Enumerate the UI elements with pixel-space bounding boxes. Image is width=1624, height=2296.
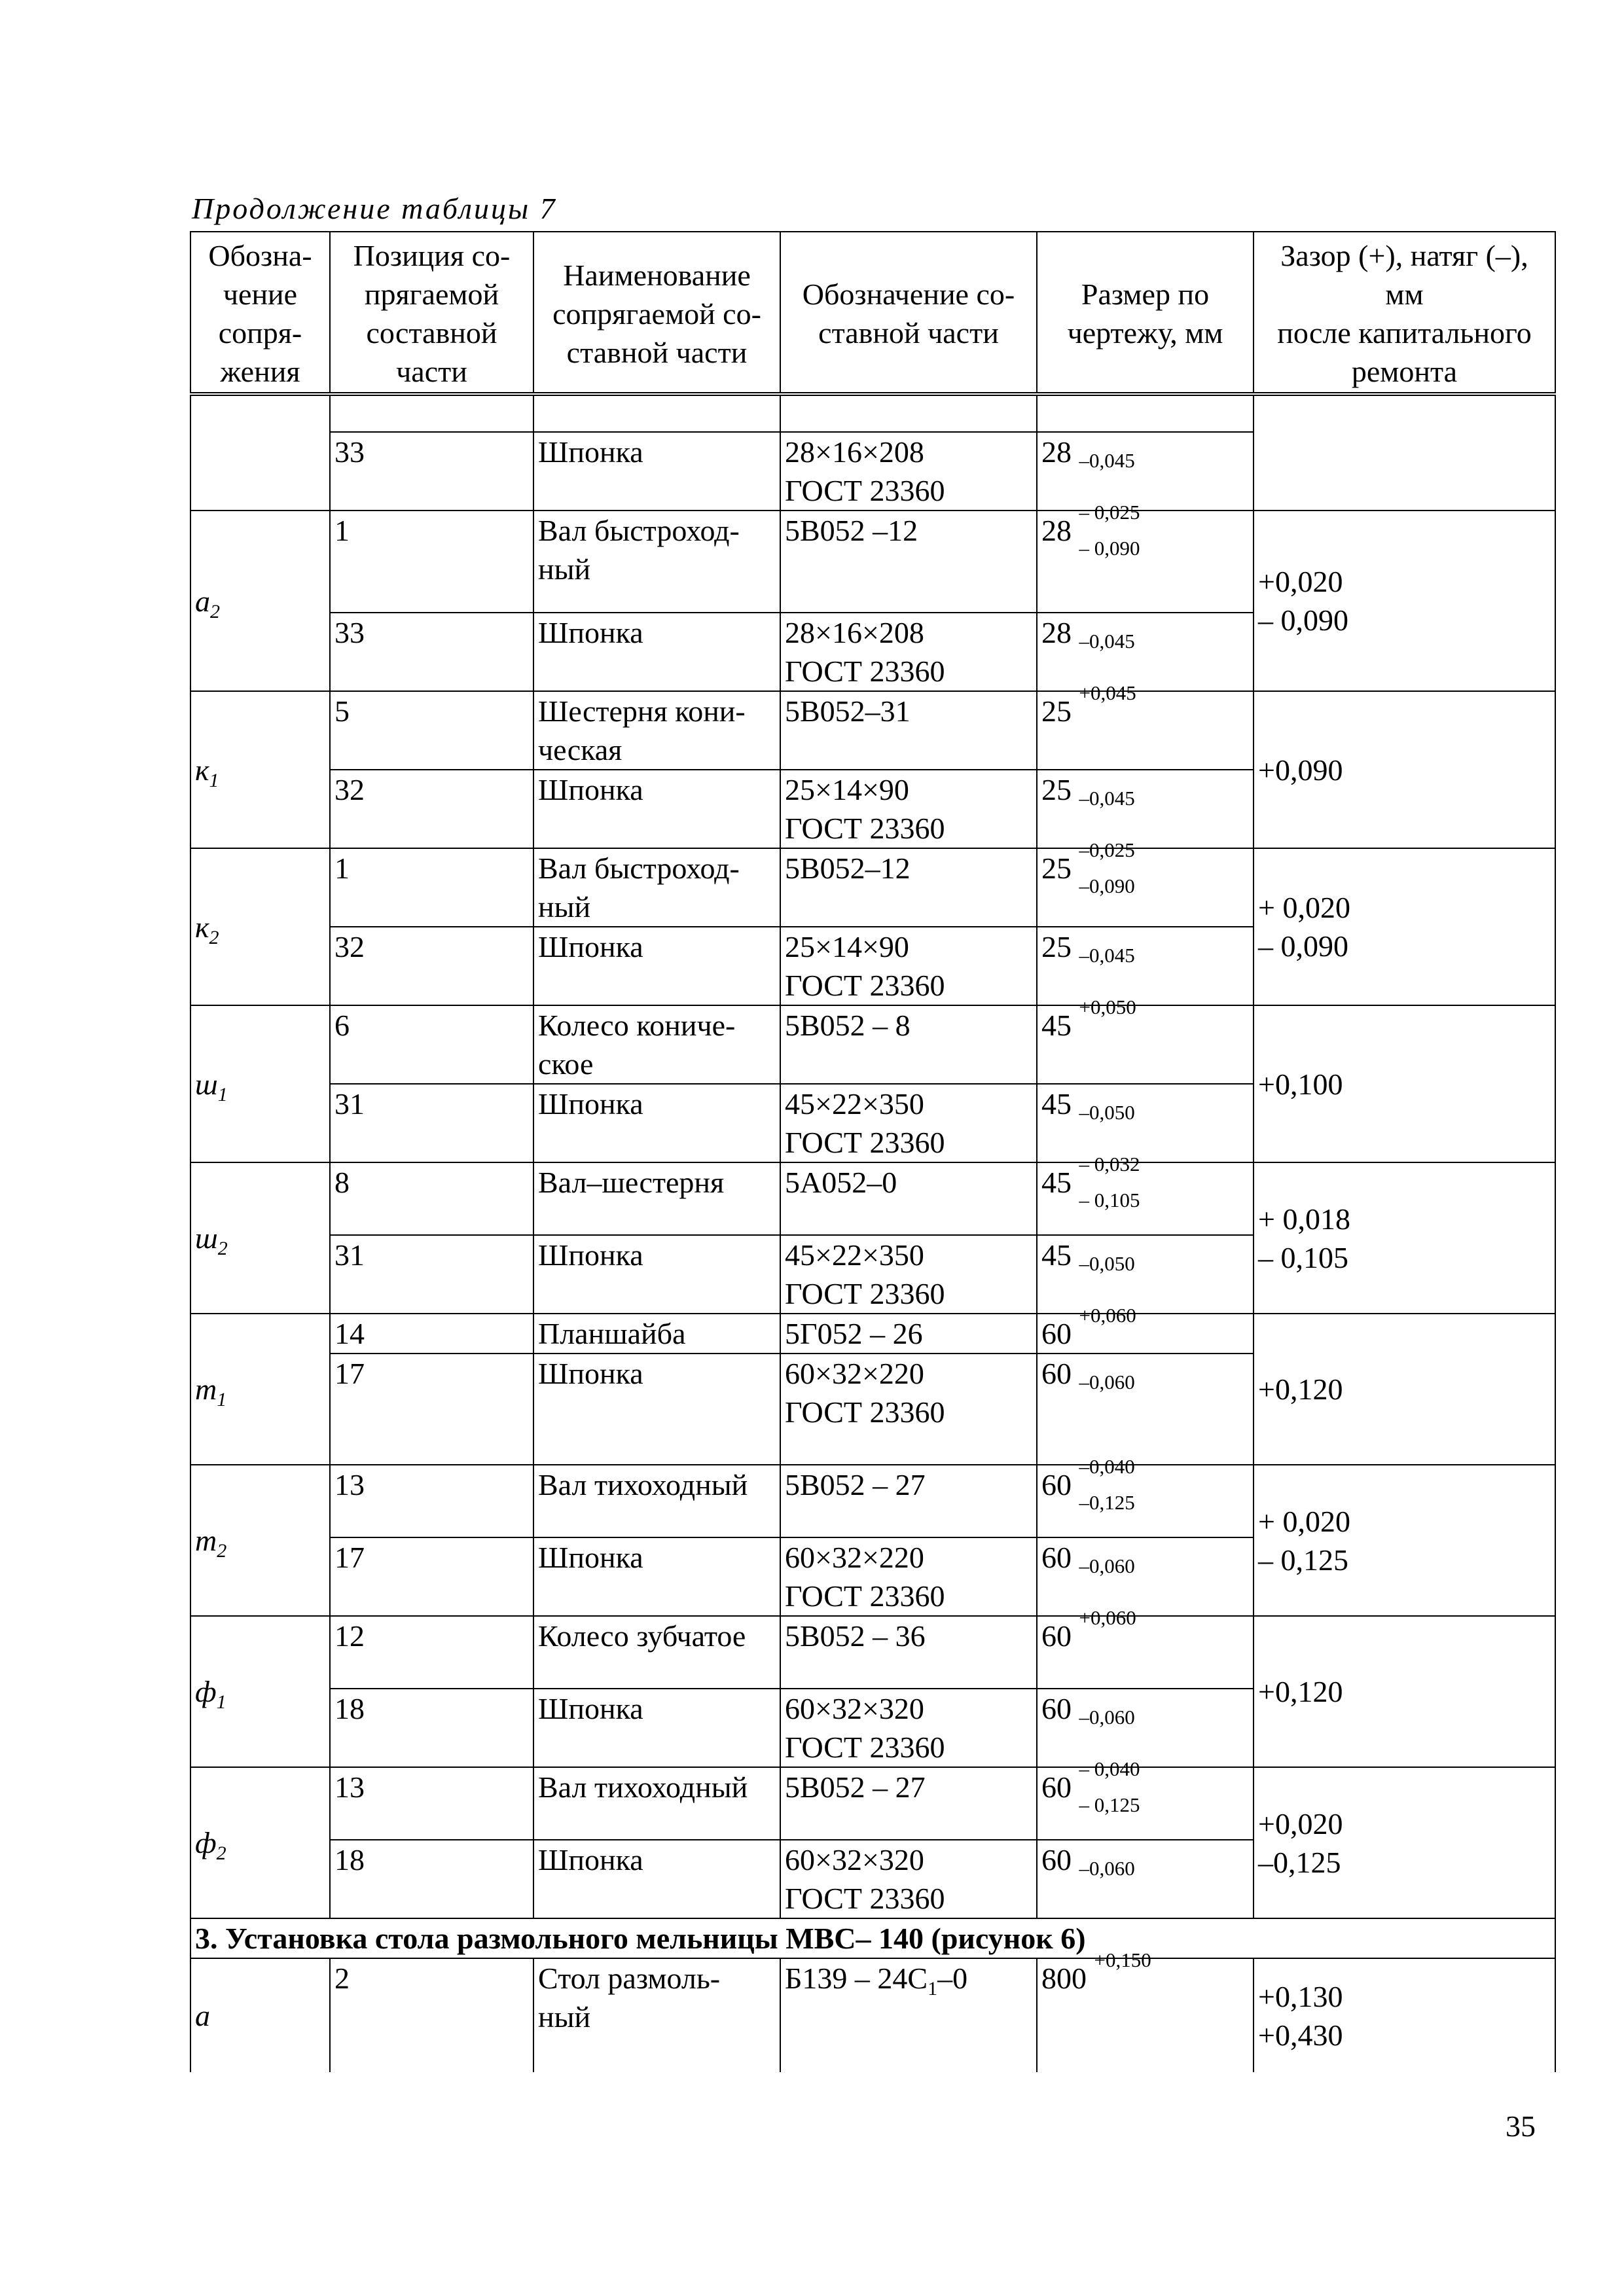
tolerance-upper: +0,050 <box>1079 996 1136 1018</box>
tolerance-lower: – 0,125 <box>1079 1793 1140 1816</box>
clearance-line: +0,020 <box>1258 1806 1343 1840</box>
cell-empty <box>190 394 330 511</box>
cell-designation <box>780 613 1037 691</box>
designation-line: 5В052 – 8 <box>785 1009 911 1042</box>
header-line: Обозначение со- <box>802 278 1015 311</box>
table-body <box>190 394 1555 2072</box>
cell-size <box>1037 501 1254 613</box>
joint-index: 1 <box>217 1083 228 1105</box>
tolerance <box>1079 997 1136 1017</box>
designation-line: 5В052 – 36 <box>785 1619 926 1653</box>
designation-line: ГОСТ 23360 <box>785 474 945 507</box>
cell-size <box>1037 1153 1254 1235</box>
tolerance-lower: –0,060 <box>1079 1857 1135 1880</box>
cell-clearance <box>1254 511 1555 691</box>
clearance-line: +0,430 <box>1258 2018 1343 2052</box>
designation-line: 60×32×220 <box>785 1541 924 1574</box>
part-name: Шпонка <box>538 1087 643 1121</box>
designation-line: ГОСТ 23360 <box>785 1731 945 1764</box>
tolerance-lower: –0,060 <box>1079 1371 1135 1393</box>
header-line: сопря- <box>218 316 302 350</box>
cell-designation <box>780 432 1037 511</box>
joint-letter: ф <box>195 1675 217 1708</box>
cell-part-name <box>533 432 780 511</box>
table-row <box>190 1162 1555 1235</box>
size-nominal: 60 <box>1041 1843 1072 1876</box>
designation-line: 5Г052 – 26 <box>785 1317 923 1350</box>
size-nominal: 25 <box>1041 930 1072 963</box>
clearance-line: + 0,020 <box>1258 1504 1350 1538</box>
cell-size <box>1037 1455 1254 1537</box>
designation-line: 5А052–0 <box>785 1166 897 1199</box>
cell-empty <box>780 394 1037 432</box>
designation-line: ГОСТ 23360 <box>785 1579 945 1613</box>
table-row <box>190 848 1555 927</box>
cell-designation <box>780 927 1037 1005</box>
table-caption: Продолжение таблицы 7 <box>192 192 557 225</box>
tolerance-lower: –0,045 <box>1079 630 1135 653</box>
tolerance <box>1079 1456 1135 1513</box>
joint-index: 2 <box>209 926 219 948</box>
joint-letter: т <box>195 1524 217 1557</box>
header-line: Обозна- <box>208 239 312 272</box>
cell-designation <box>780 1537 1037 1616</box>
tolerance-lower: –0,045 <box>1079 449 1135 472</box>
size-nominal: 25 <box>1041 773 1072 806</box>
cell-designation <box>780 1840 1037 1918</box>
header-part-name <box>533 232 780 394</box>
tolerance-lower: –0,125 <box>1079 1491 1135 1514</box>
joint-index: 1 <box>217 1389 227 1411</box>
part-name-line: Колесо кониче- <box>538 1009 736 1042</box>
part-name: Шпонка <box>538 1692 643 1725</box>
cell-part-name <box>533 1958 780 2072</box>
cell-part-name <box>533 511 780 613</box>
part-name: Шпонка <box>538 773 643 806</box>
cell-size <box>1037 1235 1254 1314</box>
size-nominal: 45 <box>1041 1087 1072 1121</box>
part-name-line: Стол размоль- <box>538 1962 721 1995</box>
cell-position: 13 <box>330 1767 533 1840</box>
cell-position: 17 <box>330 1537 533 1616</box>
cell-empty <box>330 394 533 432</box>
part-name: Вал тихоходный <box>538 1770 748 1804</box>
header-line: части <box>396 355 467 388</box>
cell-designation <box>780 770 1037 848</box>
cell-empty <box>1037 394 1254 432</box>
tolerance-upper: – 0,025 <box>1079 501 1140 524</box>
clearance-line: +0,120 <box>1258 1372 1343 1406</box>
clearance-line: +0,090 <box>1258 753 1343 787</box>
tolerance <box>1079 840 1135 896</box>
header-drawing-size <box>1037 232 1254 394</box>
designation-line: 60×32×220 <box>785 1357 924 1390</box>
cell-size <box>1037 1948 1254 2072</box>
joint-letter: а <box>195 584 210 618</box>
cell-size <box>1037 1537 1254 1616</box>
cell-part-name <box>533 770 780 848</box>
joint-letter: а <box>195 1999 210 2032</box>
designation-line: 25×14×90 <box>785 773 909 806</box>
size-nominal: 60 <box>1041 1770 1072 1804</box>
cell-joint <box>190 691 330 848</box>
cell-clearance <box>1254 1465 1555 1616</box>
cell-position: 33 <box>330 613 533 691</box>
cell-joint <box>190 1005 330 1162</box>
cell-position: 5 <box>330 691 533 770</box>
clearance-line: +0,130 <box>1258 1979 1343 2013</box>
cell-empty <box>533 394 780 432</box>
cell-position: 32 <box>330 927 533 1005</box>
clearance-line: – 0,125 <box>1258 1543 1348 1577</box>
header-line: мм <box>1385 278 1424 311</box>
tolerance <box>1094 1950 1151 1970</box>
size-nominal: 60 <box>1041 1541 1072 1574</box>
part-name: Шпонка <box>538 930 643 963</box>
designation-line: ГОСТ 23360 <box>785 1277 945 1310</box>
cell-part-name <box>533 1314 780 1354</box>
joint-index: 2 <box>210 600 220 622</box>
cell-designation <box>780 1616 1037 1689</box>
designation-line: 60×32×320 <box>785 1843 924 1876</box>
part-name: Шпонка <box>538 1357 643 1390</box>
table-row <box>190 1314 1555 1354</box>
tolerance-lower: – 0,105 <box>1079 1189 1140 1211</box>
part-name: Шпонка <box>538 435 643 469</box>
tolerance-upper: +0,150 <box>1094 1948 1151 1971</box>
designation-line: 28×16×208 <box>785 435 924 469</box>
designation-line: 5В052 –12 <box>785 514 918 547</box>
part-name-line: ный <box>538 2000 591 2034</box>
joint-index: 1 <box>209 769 219 791</box>
cell-empty <box>1254 394 1555 511</box>
tolerance-upper: –0,025 <box>1079 838 1135 861</box>
fits-table <box>190 231 1556 2072</box>
cell-joint <box>190 1616 330 1767</box>
cell-designation <box>780 1235 1037 1314</box>
designation-line: ГОСТ 23360 <box>785 655 945 688</box>
table-row <box>190 1005 1555 1084</box>
header-joint <box>190 232 330 394</box>
size-nominal: 60 <box>1041 1619 1072 1653</box>
cell-designation <box>780 1084 1037 1162</box>
cell-part-name <box>533 1537 780 1616</box>
cell-position: 17 <box>330 1354 533 1465</box>
cell-joint <box>190 1162 330 1314</box>
part-name-line: ческая <box>538 733 623 766</box>
cell-size <box>1037 1757 1254 1840</box>
clearance-line: + 0,018 <box>1258 1202 1350 1236</box>
clearance-line: – 0,105 <box>1258 1240 1348 1274</box>
header-line: ремонта <box>1351 355 1458 388</box>
clearance-line: +0,020 <box>1258 565 1343 598</box>
cell-position: 31 <box>330 1084 533 1162</box>
cell-designation <box>780 1958 1037 2072</box>
cell-position: 33 <box>330 432 533 511</box>
cell-part-name <box>533 1465 780 1537</box>
part-name: Вал–шестерня <box>538 1166 725 1199</box>
size-nominal: 60 <box>1041 1468 1072 1501</box>
cell-designation <box>780 1354 1037 1465</box>
cell-size <box>1037 1606 1254 1689</box>
part-name: Вал тихоходный <box>538 1468 748 1501</box>
size-nominal: 45 <box>1041 1166 1072 1199</box>
clearance-line: –0,125 <box>1258 1845 1341 1879</box>
tolerance-upper: –0,040 <box>1079 1455 1135 1478</box>
cell-clearance <box>1254 1616 1555 1767</box>
cell-designation <box>780 1465 1037 1537</box>
table-row-continuation <box>190 394 1555 432</box>
cell-size <box>1037 1304 1254 1354</box>
size-nominal: 60 <box>1041 1357 1072 1390</box>
tolerance-lower: –0,045 <box>1079 787 1135 810</box>
cell-part-name <box>533 613 780 691</box>
joint-index: 2 <box>216 1842 226 1865</box>
tolerance <box>1079 1759 1140 1815</box>
cell-clearance <box>1254 1958 1555 2072</box>
tolerance-lower: –0,050 <box>1079 1101 1135 1124</box>
part-name: Шпонка <box>538 616 643 649</box>
joint-index: 2 <box>217 1238 228 1260</box>
tolerance <box>1079 1607 1136 1628</box>
cell-clearance <box>1254 1162 1555 1314</box>
tolerance-lower: –0,050 <box>1079 1252 1135 1275</box>
header-line: жения <box>220 355 300 388</box>
cell-joint <box>190 1465 330 1616</box>
size-nominal: 25 <box>1041 852 1072 885</box>
cell-size <box>1037 432 1254 511</box>
cell-position: 8 <box>330 1162 533 1235</box>
size-nominal: 28 <box>1041 616 1072 649</box>
designation-line: 25×14×90 <box>785 930 909 963</box>
cell-joint <box>190 1767 330 1918</box>
cell-position: 12 <box>330 1616 533 1689</box>
cell-clearance <box>1254 691 1555 848</box>
part-name-line: ный <box>538 552 591 586</box>
part-name: Шпонка <box>538 1541 643 1574</box>
clearance-line: + 0,020 <box>1258 891 1350 924</box>
table-row <box>190 1958 1555 2072</box>
designation-main: Б139 – 24С <box>785 1962 928 1995</box>
part-name-line: Вал быстроход- <box>538 852 740 885</box>
tolerance <box>1079 1154 1140 1210</box>
designation-line: ГОСТ 23360 <box>785 1126 945 1159</box>
cell-position: 1 <box>330 848 533 927</box>
header-line: Зазор (+), натяг (–), <box>1280 239 1528 272</box>
designation-line: 45×22×350 <box>785 1238 924 1272</box>
tolerance-upper: +0,045 <box>1079 681 1136 704</box>
joint-letter: к <box>195 753 209 787</box>
designation-line: 28×16×208 <box>785 616 924 649</box>
cell-part-name <box>533 1005 780 1084</box>
designation-line: 5В052–31 <box>785 694 911 728</box>
size-nominal: 60 <box>1041 1317 1072 1350</box>
clearance-line: – 0,090 <box>1258 603 1348 637</box>
header-line: Позиция со- <box>353 239 511 272</box>
cell-size <box>1037 996 1254 1084</box>
designation-line: ГОСТ 23360 <box>785 812 945 845</box>
cell-part-name <box>533 1235 780 1314</box>
cell-position: 6 <box>330 1005 533 1084</box>
tolerance-lower: –0,090 <box>1079 874 1135 897</box>
cell-joint <box>190 1958 330 2072</box>
page-number: 35 <box>1506 2109 1536 2143</box>
cell-position: 18 <box>330 1689 533 1767</box>
joint-letter: ш <box>195 1067 218 1101</box>
tolerance-upper: +0,060 <box>1079 1606 1136 1629</box>
header-line: ставной части <box>818 316 999 350</box>
part-name: Шпонка <box>538 1238 643 1272</box>
designation-line: ГОСТ 23360 <box>785 969 945 1002</box>
part-name-line: ный <box>538 890 591 924</box>
size-nominal: 800 <box>1041 1962 1087 1995</box>
size-nominal: 28 <box>1041 514 1072 547</box>
clearance-line: – 0,090 <box>1258 929 1348 963</box>
cell-size <box>1037 927 1254 1005</box>
cell-part-name <box>533 691 780 770</box>
cell-designation <box>780 511 1037 613</box>
size-nominal: 25 <box>1041 694 1072 728</box>
header-line: Размер по <box>1081 278 1210 311</box>
cell-position: 2 <box>330 1958 533 2072</box>
tolerance-upper: – 0,032 <box>1079 1153 1140 1175</box>
cell-designation <box>780 1162 1037 1235</box>
designation-line: ГОСТ 23360 <box>785 1395 945 1429</box>
part-name: Планшайба <box>538 1317 686 1350</box>
header-line: ставной части <box>566 335 748 369</box>
cell-designation <box>780 691 1037 770</box>
cell-size <box>1037 1084 1254 1162</box>
cell-size <box>1037 681 1254 770</box>
header-line: чение <box>223 278 298 311</box>
cell-part-name <box>533 1840 780 1918</box>
size-nominal: 45 <box>1041 1238 1072 1272</box>
part-name-line: Шестерня кони- <box>538 694 746 728</box>
header-line: прягаемой <box>364 278 499 311</box>
cell-part-name <box>533 1767 780 1840</box>
part-name: Шпонка <box>538 1843 643 1876</box>
designation-line: 45×22×350 <box>785 1087 924 1121</box>
section-row <box>190 1918 1555 1958</box>
size-nominal: 45 <box>1041 1009 1072 1042</box>
header-line: составной <box>366 316 497 350</box>
designation-line: 5В052 – 27 <box>785 1468 926 1501</box>
cell-clearance <box>1254 848 1555 1005</box>
cell-joint <box>190 511 330 691</box>
cell-size <box>1037 613 1254 691</box>
header-line: после капитального <box>1277 316 1532 350</box>
tolerance <box>1079 683 1136 703</box>
joint-letter: ш <box>195 1221 218 1255</box>
cell-part-name <box>533 1354 780 1465</box>
cell-designation <box>780 1314 1037 1354</box>
part-name-line: Вал быстроход- <box>538 514 740 547</box>
header-clearance <box>1254 232 1555 394</box>
clearance-line: +0,100 <box>1258 1067 1343 1101</box>
cell-part-name <box>533 1084 780 1162</box>
cell-joint <box>190 1314 330 1465</box>
section-title: 3. Установка стола размольного мельницы МВС– 140 (рисунок 6) <box>190 1918 1555 1958</box>
tolerance-upper: +0,060 <box>1079 1304 1136 1327</box>
table-row <box>190 691 1555 770</box>
designation-index: 1 <box>928 1978 938 2000</box>
header-position <box>330 232 533 394</box>
table-row <box>190 1465 1555 1537</box>
cell-size <box>1037 838 1254 927</box>
part-name-line: ское <box>538 1047 594 1081</box>
cell-joint <box>190 848 330 1005</box>
cell-part-name <box>533 927 780 1005</box>
cell-designation <box>780 848 1037 927</box>
header-line: чертежу, мм <box>1067 316 1223 350</box>
tolerance <box>1079 502 1140 558</box>
table-row <box>190 1616 1555 1689</box>
tolerance-lower: – 0,090 <box>1079 537 1140 560</box>
size-nominal: 28 <box>1041 435 1072 469</box>
tolerance-upper: – 0,040 <box>1079 1757 1140 1780</box>
cell-clearance <box>1254 1005 1555 1162</box>
designation-line: 60×32×320 <box>785 1692 924 1725</box>
clearance-line: +0,120 <box>1258 1675 1343 1708</box>
cell-position: 32 <box>330 770 533 848</box>
joint-letter: ф <box>195 1826 217 1859</box>
cell-part-name <box>533 1162 780 1235</box>
header-designation <box>780 232 1037 394</box>
cell-position: 1 <box>330 511 533 613</box>
designation-tail: –0 <box>937 1962 968 1995</box>
designation-line: ГОСТ 23360 <box>785 1882 945 1915</box>
table-row <box>190 1767 1555 1840</box>
cell-part-name <box>533 1616 780 1689</box>
joint-index: 2 <box>217 1540 227 1562</box>
cell-designation <box>780 1005 1037 1084</box>
cell-designation <box>780 1767 1037 1840</box>
cell-part-name <box>533 848 780 927</box>
tolerance-lower: –0,060 <box>1079 1554 1135 1577</box>
tolerance-lower: –0,060 <box>1079 1706 1135 1729</box>
designation-line: 5В052 – 27 <box>785 1770 926 1804</box>
cell-position: 31 <box>330 1235 533 1314</box>
designation-line: 5В052–12 <box>785 852 911 885</box>
header-line: Наименование <box>563 258 751 292</box>
cell-designation <box>780 1689 1037 1767</box>
joint-letter: к <box>195 910 209 944</box>
part-name: Колесо зубчатое <box>538 1619 746 1653</box>
cell-size <box>1037 1354 1254 1465</box>
table-header <box>190 232 1555 394</box>
cell-size <box>1037 770 1254 848</box>
cell-position: 14 <box>330 1314 533 1354</box>
cell-position: 18 <box>330 1840 533 1918</box>
tolerance-lower: –0,045 <box>1079 944 1135 967</box>
cell-size <box>1037 1840 1254 1918</box>
tolerance <box>1079 1305 1136 1325</box>
cell-clearance <box>1254 1314 1555 1465</box>
cell-clearance <box>1254 1767 1555 1918</box>
cell-size <box>1037 1689 1254 1767</box>
joint-letter: т <box>195 1372 217 1406</box>
cell-part-name <box>533 1689 780 1767</box>
table-row <box>190 511 1555 613</box>
cell-position: 13 <box>330 1465 533 1537</box>
joint-index: 1 <box>216 1691 226 1713</box>
header-line: сопрягаемой со- <box>552 296 761 331</box>
size-nominal: 60 <box>1041 1692 1072 1725</box>
